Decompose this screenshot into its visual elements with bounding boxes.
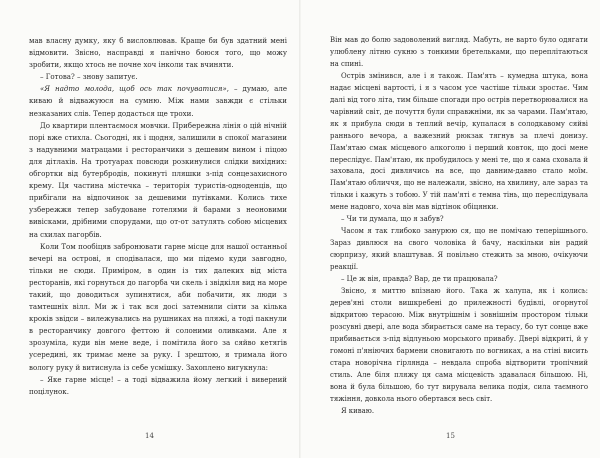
paragraph: До квартири плентаємося мовчки. Прибережна лінія о цій нічній порі вже стихла. Сьогодні, як і щодня, залишили в спокої магазини з надувними матрацами і ресторанчики з дешевим вином і піцою для дітлахів. На тротуарах повсюди розкинулися слідки вихідних: обгортки від бутербродів, покинуті пляшки з-під сонцезахисного крему. Ця частина містечка – територія туристів-одноденців, що прибігали на відпочинок за дешевими путівками. Колись тихе узбережжя тепер забудоване готелями й барами з неоновими вивісками, дрібними спорудами, що от-от затулять собою місцевих на схилах пагорбів.	[29, 120, 287, 239]
right-page	[301, 0, 600, 458]
paragraph: – Готова? – знову запитує.	[40, 72, 138, 82]
paragraph: – Чи ти думала, що я забув?	[341, 215, 444, 224]
paragraph: Острів змінився, але і я також. Пам'ять – кумедна штука, вона надає місцеві вартості, і я з часом усе частіше тільки зростає. Чим далі від того літа, тим більше спогади про острів перетворювалися на чарівний світ, де почуття були справжніми, як за чарами. Пам'ятаю, як я прибула сюди в теплий вечір, купалася в солодкавому сяйві раннього вечора, а важезний рюкзак тягнув за плечі донизу. Пам'ятаю смак місцевого алкоголю і перший ковток, що досі мене переслідує. Пам'ятаю, як пробудилось у мені те, що я сама сховала й заховала, досі дивлячись на все, що давним-давно стало моїм. Пам'ятаю обличчя, що не належали, звісно, на хвилину, але зараз та тільки і кажуть з тобою. У тій пам'яті є темна тінь, що переслідувала мене надовго, хоча він мав відтінок обіцянки.	[330, 71, 588, 212]
right-page-number: 15	[446, 432, 455, 440]
paragraph: «Я надто молода, щоб ось так почуватися», – думаю, але киваю й відважуюся на сумню. Між нами завжди є стільки незказаних слів. Тепер додасться ще трохи.	[29, 84, 287, 118]
left-page-text	[29, 35, 287, 398]
paragraph: – Це ж він, правда? Вар, де ти працювала?	[341, 275, 498, 284]
paragraph: Я киваю.	[341, 406, 375, 415]
paragraph: мав власну думку, яку б висловлював. Краще би був здатний мені відмовити. Звісно, насправді я панічно боюся того, що можу зробити, якщо хтось не почне хоч інколи так вчиняти.	[29, 36, 287, 70]
right-page-text	[330, 35, 588, 418]
paragraph: Звісно, я миттю впізнаю його. Така ж халупа, як і колись: дерев'яні столи вишкребені до прилежності будівлі, огорнутої відкритою терасою. Між внутрішнім і зовнішнім простором тільки розсувні двері, але вода збирається саме на терасу, бо тут сонце вже прибивається з-під відлуньою морського привабу. Двері відкриті, й у гомоні п'яніючих бармени сновигають по вогниках, а на стіні висить стара новорічна гірлянда – невдала спроба відтворити тропічний стиль. Але біля пляжу ця сама місцевість здавалася більшою. Ні, вона й була більшою, бо тут вирувала велика подія, сила таємного тяжіння, довкола нього обертався весь світ.	[330, 287, 588, 403]
paragraph: Він мав до болю задоволений вигляд. Мабуть, не варто було одягати улюблену літню сукню з тонкими бретельками, що переплітаються на спині.	[330, 36, 588, 68]
italic-thought: «Я надто молода, щоб ось так почуватися»	[40, 84, 227, 94]
paragraph: Часом я так глибоко занурюю ся, що не помічаю теперішнього. Зараз дивлюся на свого чоловіка й бачу, наскільки він радий сюрпризу, який влаштував. Я повільно стежить за мною, очікуючи реакції.	[330, 227, 588, 272]
paragraph: Коли Том пообіцяв забронювати гарне місце для нашої останньої вечері на острові, я сподівалася, що ми підемо куди завгодно, тільки не сюди. Приміром, в один із тих далеких від міста ресторанів, які горнуться до пагорба чи скель і звідкіля вид на море такий, що доводиться зупинятися, аби побачити, як люди з тамтешніх вілл. Ми ж і так вся досі затемнили сіяти за кілька кроків звідси – вилежувались на рушниках на пляжі, а тоді пакнули в ресторанчику довгого феттою й солоними оливками. Але я зрозуміла, куди він мене веде, і помітила його за сяйво кетягів усередині, як тримає мене за руку. І зрештою, я тримала його вологу руку й витиснула із себе усмішку. Захоплено вигукнула:	[29, 241, 287, 372]
paragraph: – Яке гарне місце! – а тоді відважила йому легкий і виверний поцілунок.	[29, 374, 287, 396]
left-page-number: 14	[145, 432, 154, 440]
left-page	[0, 0, 299, 458]
